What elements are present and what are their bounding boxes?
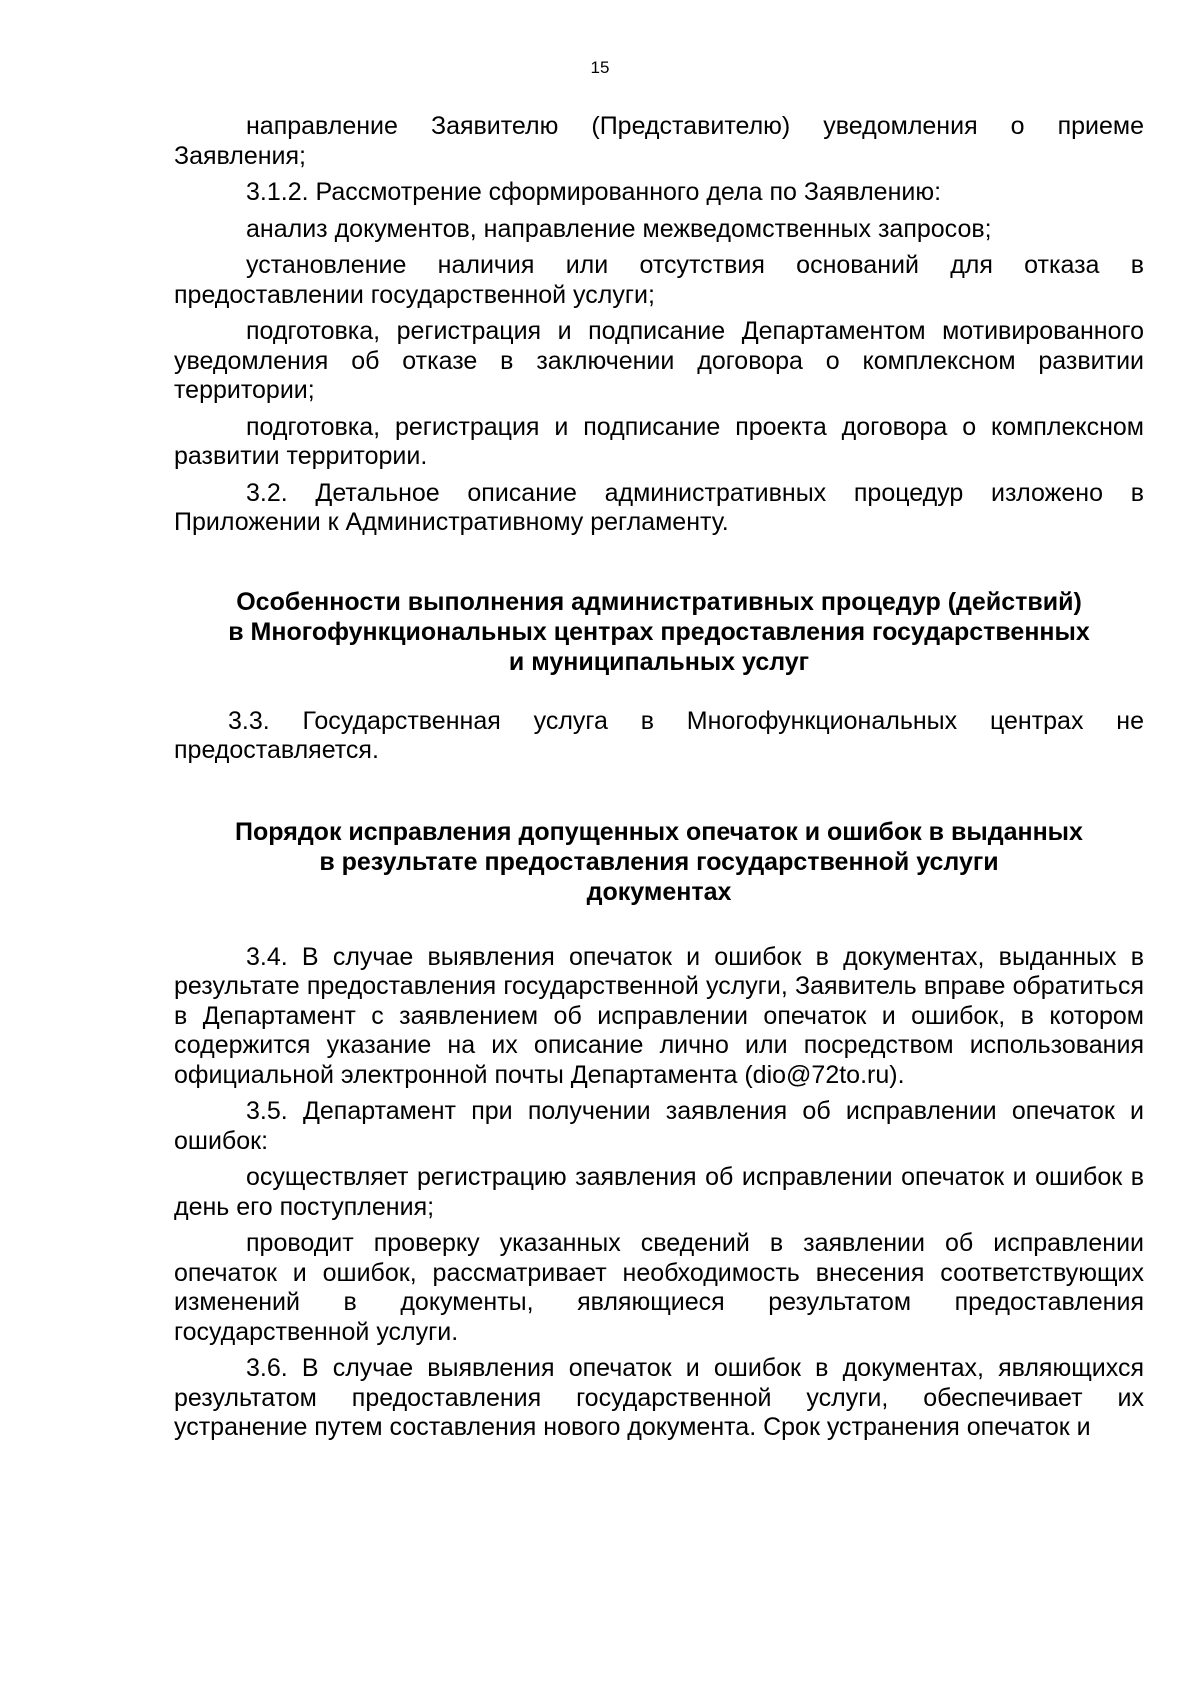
heading-line: в результате предоставления государственной услуги bbox=[319, 847, 999, 876]
paragraph-3-4: 3.4. В случае выявления опечаток и ошибок в документах, выданных в результате предоставления государственной услуги, Заявитель вправе обратиться в Департамент с заявлением об исправлении опечаток и ошибок, в котором содержится указание на их описание лично или посредством использования официальной электронной почты Департамента (dio@72to.ru). bbox=[174, 942, 1144, 1089]
section-gap bbox=[174, 907, 1144, 943]
section-gap bbox=[174, 773, 1144, 817]
heading-mfc-section bbox=[174, 587, 1144, 677]
page-number: 15 bbox=[590, 58, 610, 77]
paragraph-contract-draft: подготовка, регистрация и подписание проекта договора о комплексном развитии территории. bbox=[174, 412, 1144, 470]
heading-errors-section bbox=[174, 817, 1144, 907]
paragraph-3-6: 3.6. В случае выявления опечаток и ошибок в документах, являющихся результатом предоставления государственной услуги, обеспечивает их устранение путем составления нового документа. Срок устранения опечаток и bbox=[174, 1354, 1144, 1441]
heading-line: документах bbox=[586, 877, 732, 906]
heading-line: в Многофункциональных центрах предоставления государственных bbox=[228, 617, 1090, 646]
paragraph-3-2: 3.2. Детальное описание административных процедур изложено в Приложении к Административному регламенту. bbox=[174, 478, 1144, 536]
paragraph-grounds: установление наличия или отсутствия оснований для отказа в предоставлении государственной услуги; bbox=[174, 251, 1144, 309]
section-gap bbox=[174, 677, 1144, 707]
heading-line: и муниципальных услуг bbox=[508, 647, 810, 676]
paragraph-3-1-2: 3.1.2. Рассмотрение сформированного дела по Заявлению: bbox=[246, 178, 942, 206]
heading-line: Порядок исправления допущенных опечаток и ошибок в выданных bbox=[235, 817, 1083, 846]
paragraph-verification: проводит проверку указанных сведений в заявлении об исправлении опечаток и ошибок, рассматривает необходимость внесения соответствующих изменений в документы, являющиеся результатом предоставления государственной услуги. bbox=[174, 1229, 1144, 1346]
paragraph-analysis: анализ документов, направление межведомственных запросов; bbox=[246, 214, 992, 243]
document-body bbox=[174, 112, 1144, 1450]
paragraph-registration: осуществляет регистрацию заявления об исправлении опечаток и ошибок в день его поступления; bbox=[174, 1163, 1144, 1221]
paragraph-3-3: 3.3. Государственная услуга в Многофункциональных центрах не предоставляется. bbox=[174, 706, 1144, 764]
paragraph-refusal-notice: подготовка, регистрация и подписание Департаментом мотивированного уведомления об отказе в заключении договора о комплексном развитии территории; bbox=[174, 317, 1144, 404]
section-gap bbox=[174, 545, 1144, 587]
paragraph-notification: направление Заявителю (Представителю) уведомления о приеме Заявления; bbox=[174, 112, 1144, 170]
paragraph-3-5: 3.5. Департамент при получении заявления об исправлении опечаток и ошибок: bbox=[174, 1097, 1144, 1155]
heading-line: Особенности выполнения административных процедур (действий) bbox=[236, 587, 1082, 616]
